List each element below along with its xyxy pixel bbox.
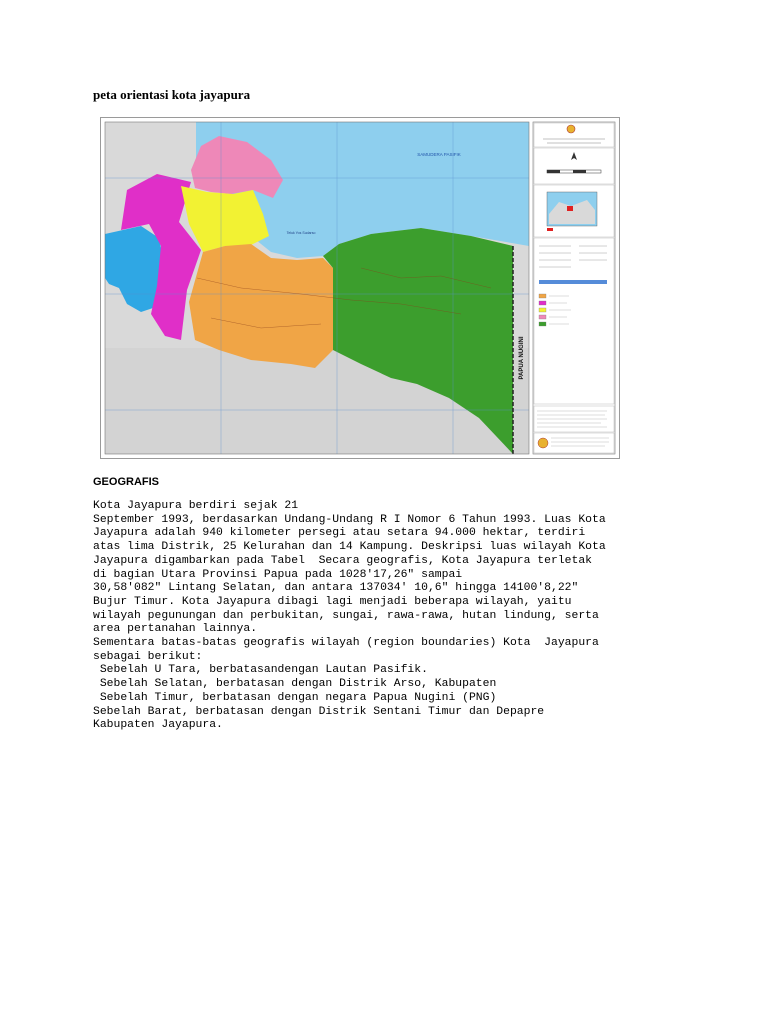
depth-gradient (539, 280, 607, 284)
section-heading: GEOGRAFIS (93, 476, 160, 488)
paragraph-line: wilayah pegunungan dan perbukitan, sungai, rawa-rawa, hutan lindung, serta (93, 609, 599, 622)
border-label: PAPUA NUGINI (519, 336, 525, 380)
legend-swatch-yellow (539, 308, 546, 312)
paragraph-line: Kota Jayapura berdiri sejak 21 (93, 500, 299, 512)
legend-swatch-orange (539, 294, 546, 298)
bay-label: Teluk Yos Sudarso (286, 231, 316, 235)
paragraph-line: September 1993, berdasarkan Undang-Undang R I Nomor 6 Tahun 1993. Luas Kota (93, 513, 606, 526)
legend-swatch-pink (539, 315, 546, 319)
legend-swatch-magenta (539, 301, 546, 305)
paragraph-line: di bagian Utara Provinsi Papua pada 1028'17,26" sampai (93, 568, 463, 581)
logo-icon (567, 125, 575, 133)
paragraph-line: Bujur Timur. Kota Jayapura dibagi lagi menjadi beberapa wilayah, yaitu (93, 595, 572, 608)
sea-label: SAMUDERA PASIFIK (417, 152, 461, 157)
body-paragraph (93, 500, 693, 733)
page-title: peta orientasi kota jayapura (93, 87, 251, 102)
orientation-map (100, 117, 620, 459)
paragraph-line: Sebelah Timur, berbatasan dengan negara Papua Nugini (PNG) (93, 691, 497, 704)
paragraph-line: Sementara batas-batas geografis wilayah (region boundaries) Kota Jayapura (93, 637, 599, 650)
legend-panel (533, 122, 615, 454)
paragraph-line: Jayapura adalah 940 kilometer persegi atau setara 94.000 hektar, terdiri (93, 527, 586, 540)
paragraph-line: 30,58'082" Lintang Selatan, dan antara 137034' 10,6" hingga 14100'8,22" (93, 582, 579, 595)
paragraph-line: Sebelah Barat, berbatasan dengan Distrik Sentani Timur dan Depapre (93, 705, 545, 718)
map-image (101, 118, 619, 458)
paragraph-line: Sebelah Selatan, berbatasan dengan Distrik Arso, Kabupaten (93, 678, 497, 691)
institution-logo-icon (538, 438, 548, 448)
paragraph-line: area pertanahan lainnya. (93, 623, 258, 636)
paragraph-line: Kabupaten Jayapura. (93, 719, 223, 732)
paragraph-line: Jayapura digambarkan pada Tabel Secara geografis, Kota Jayapura terletak (93, 554, 592, 567)
paragraph-line: sebagai berikut: (93, 650, 203, 663)
legend-swatch-green (539, 322, 546, 326)
paragraph-line: atas lima Distrik, 25 Kelurahan dan 14 Kampung. Deskripsi luas wilayah Kota (93, 541, 606, 554)
paragraph-line: Sebelah U Tara, berbatasandengan Lautan Pasifik. (93, 664, 428, 677)
